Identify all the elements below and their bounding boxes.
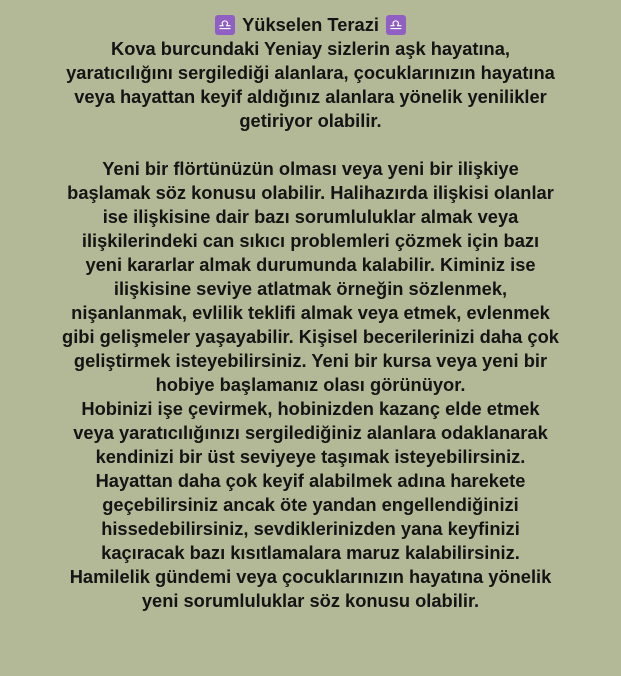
text-line: ilişkilerindeki can sıkıcı problemleri çözmek için bazı <box>81 230 540 251</box>
paragraph-spacer <box>24 133 597 157</box>
text-line: Kova burcundaki Yeniay sizlerin aşk hayatına, <box>111 38 510 59</box>
text-line: hissedebilirsiniz, sevdiklerinizden yana keyfinizi <box>101 518 520 539</box>
page-title: Yükselen Terazi <box>242 14 379 35</box>
text-line: yeni sorumluluklar söz konusu olabilir. <box>141 590 480 611</box>
body-paragraph <box>24 157 597 613</box>
text-line: veya hayattan keyif aldığınız alanlara yönelik yenilikler <box>74 86 547 107</box>
text-line: Hayattan daha çok keyif alabilmek adına harekete <box>95 470 526 491</box>
text-line: Yeni bir flörtünüzün olması veya yeni bir ilişkiye <box>102 158 519 179</box>
text-line: geçebilirsiniz ancak öte yandan engellendiğinizi <box>102 494 519 515</box>
text-line: nişanlanmak, evlilik teklifi almak veya etmek, evlenmek <box>71 302 550 323</box>
text-line: geliştirmek isteyebilirsiniz. Yeni bir kursa veya yeni bir <box>73 350 548 371</box>
text-line: gibi gelişmeler yaşayabilir. Kişisel becerilerinizi daha çok <box>62 326 559 347</box>
text-line: kaçıracak bazı kısıtlamalara maruz kalabilirsiniz. <box>101 542 520 563</box>
text-line: hobiye başlamanız olası görünüyor. <box>155 374 466 395</box>
heading-row <box>24 13 597 37</box>
text-line: ilişkisine seviye atlatmak örneğin sözlenmek, <box>113 278 508 299</box>
text-line: yaratıcılığını sergilediği alanlara, çocuklarınızın hayatına <box>66 62 555 83</box>
libra-icon: ♎ <box>386 15 406 35</box>
text-line: yeni kararlar almak durumunda kalabilir. Kiminiz ise <box>85 254 536 275</box>
libra-icon: ♎ <box>215 15 235 35</box>
text-line: ise ilişkisine dair bazı sorumluluklar almak veya <box>102 206 519 227</box>
text-line: Hobinizi işe çevirmek, hobinizden kazanç elde etmek <box>81 398 540 419</box>
text-line: başlamak söz konusu olabilir. Halihazırda ilişkisi olanlar <box>67 182 554 203</box>
text-line: veya yaratıcılığınızı sergilediğiniz alanlara odaklanarak <box>73 422 548 443</box>
intro-paragraph <box>24 37 597 133</box>
text-line: kendinizi bir üst seviyeye taşımak isteyebilirsiniz. <box>95 446 526 467</box>
text-line: Hamilelik gündemi veya çocuklarınızın hayatına yönelik <box>69 566 552 587</box>
text-line: getiriyor olabilir. <box>239 110 382 131</box>
